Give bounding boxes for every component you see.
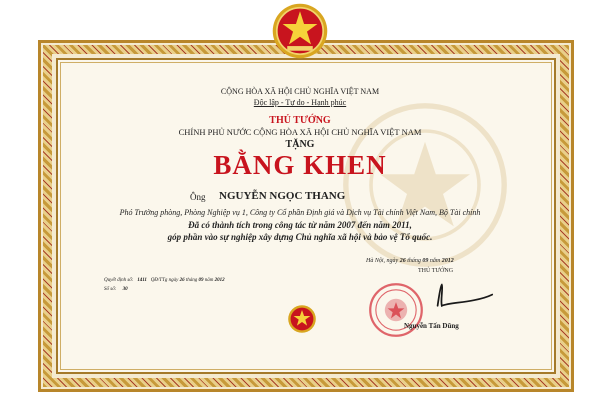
decision-line — [104, 278, 225, 283]
national-motto: Độc lập - Tự do - Hạnh phúc — [253, 98, 347, 107]
party-emblem-icon — [287, 304, 317, 334]
signing-day: 26 — [399, 258, 406, 264]
register-number: 30 — [122, 287, 128, 292]
recipient-position: Phó Trưởng phòng, Phòng Nghiệp vụ 1, Công ty Cổ phần Định giá và Dịch vụ Tài chính Việt Nam, Bộ Tài chính — [119, 208, 481, 217]
decision-month-label: tháng — [185, 278, 198, 283]
citation-line-1: Đã có thành tích trong công tác từ năm 2007 đến năm 2011, — [188, 220, 412, 230]
state-emblem-icon — [271, 2, 329, 60]
recipient-honorific: Ông — [190, 192, 206, 202]
signature-icon — [425, 282, 495, 310]
decision-year: 2012 — [214, 278, 225, 283]
issuer-subtitle: CHÍNH PHỦ NƯỚC CỘNG HÒA XÃ HỘI CHỦ NGHĨA VIỆT NAM — [178, 127, 422, 137]
decision-date-label: ngày — [168, 278, 179, 283]
country-name: CỘNG HÒA XÃ HỘI CHỦ NGHĨA VIỆT NAM — [220, 87, 380, 96]
decision-code: QĐ/TTg — [150, 278, 168, 283]
signing-place: Hà Nội, — [366, 258, 386, 264]
signer-role: THỦ TƯỚNG — [418, 268, 454, 274]
signer-name: Nguyễn Tấn Dũng — [404, 322, 459, 330]
issuer-title: THỦ TƯỚNG — [269, 115, 331, 126]
decision-label: Quyết định số: — [104, 278, 134, 283]
register-label: Số sổ: — [104, 287, 117, 292]
register-line — [104, 287, 128, 292]
signing-year: 2012 — [441, 258, 454, 264]
decision-day: 26 — [179, 278, 185, 283]
signing-date — [366, 258, 454, 264]
decision-month: 09 — [198, 278, 204, 283]
signing-month-label: tháng — [407, 258, 421, 264]
award-verb: TẶNG — [285, 139, 315, 150]
citation-line-2: góp phần vào sự nghiệp xây dựng Chủ nghĩa xã hội và bảo vệ Tổ quốc. — [167, 232, 433, 242]
decision-number: 1411 — [137, 278, 147, 283]
decision-year-label: năm — [204, 278, 214, 283]
signing-date-label: ngày — [386, 258, 399, 264]
signing-month: 09 — [422, 258, 429, 264]
certificate-title: BẰNG KHEN — [213, 150, 387, 180]
signing-year-label: năm — [429, 258, 441, 264]
recipient-name: NGUYỄN NGỌC THANG — [219, 190, 346, 202]
